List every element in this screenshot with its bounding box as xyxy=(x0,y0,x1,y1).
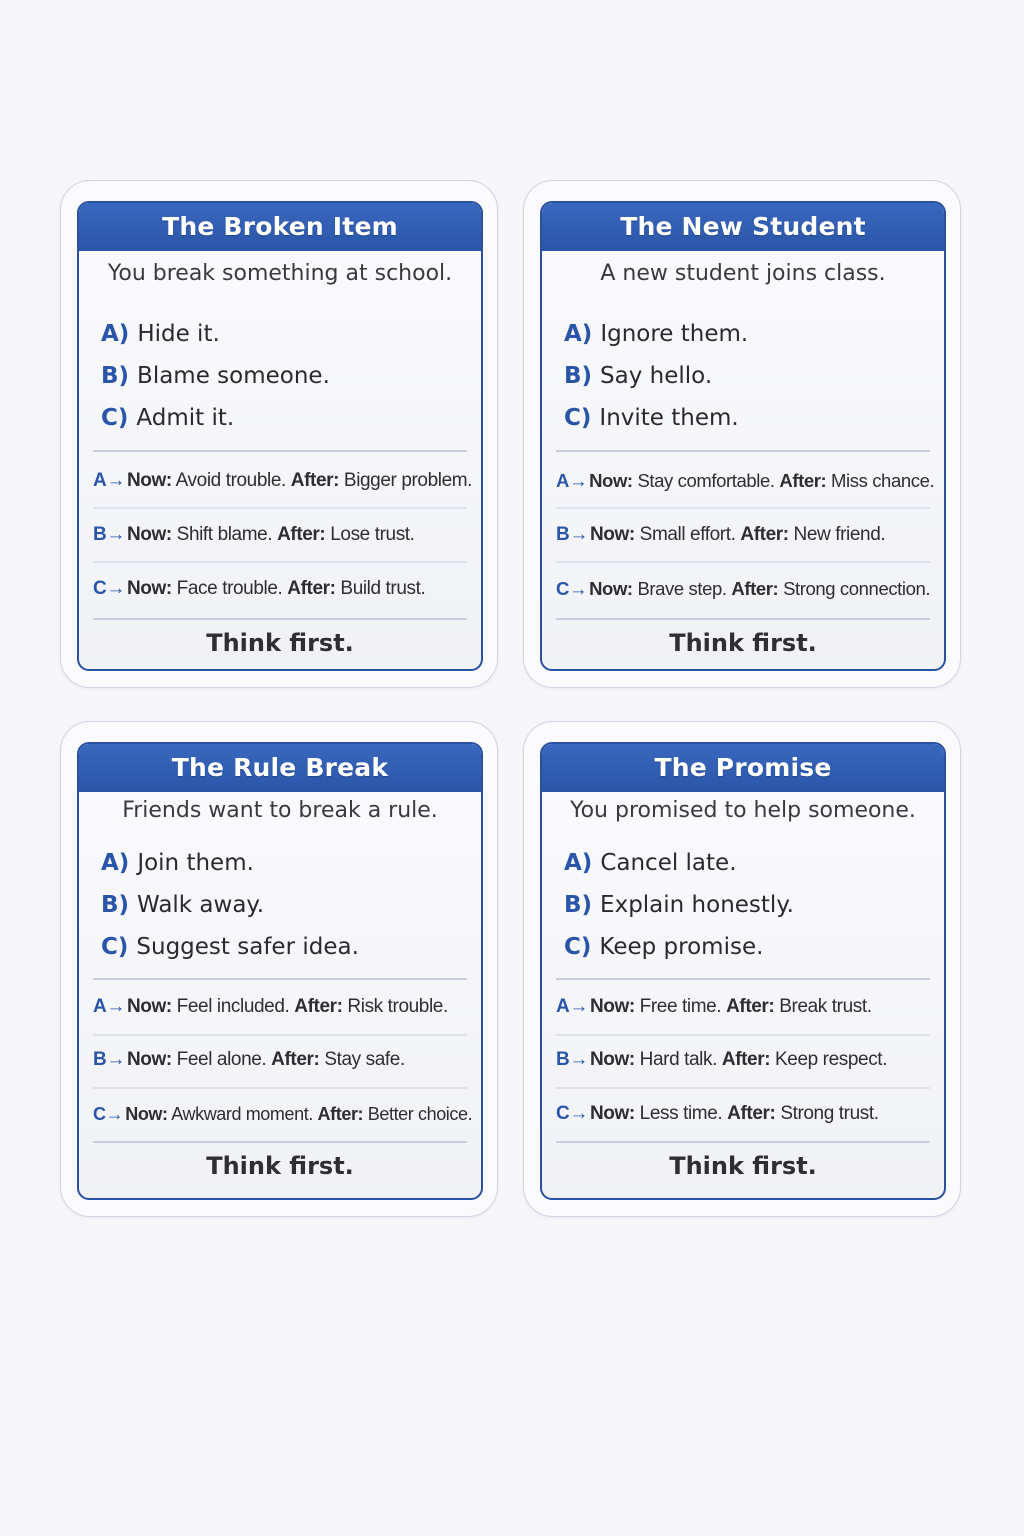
choice-text: Admit it. xyxy=(136,405,235,431)
divider xyxy=(93,1087,467,1089)
arrow-right-icon: → xyxy=(106,996,125,1017)
arrow-right-icon: → xyxy=(569,524,588,545)
card-title: The Promise xyxy=(542,744,944,792)
card-frame xyxy=(540,742,946,1200)
arrow-right-icon: → xyxy=(106,524,125,545)
outcome-key: C xyxy=(93,578,107,599)
choice-c xyxy=(101,397,330,439)
outcome-key: A xyxy=(93,996,107,1017)
arrow-right-icon: → xyxy=(105,1104,124,1124)
outcome-key: B xyxy=(556,524,570,545)
divider xyxy=(556,1087,930,1089)
now-label: Now: xyxy=(126,578,172,599)
choice-letter: B) xyxy=(564,892,593,918)
outcome-key: C xyxy=(556,578,569,599)
choice-letter: A) xyxy=(564,850,593,876)
card-prompt: Friends want to break a rule. xyxy=(122,798,438,823)
divider xyxy=(556,1034,930,1036)
now-label: Now: xyxy=(589,470,633,491)
card-promise xyxy=(523,721,961,1217)
now-text: Feel alone. xyxy=(176,1049,267,1070)
outcome-key: B xyxy=(556,1049,570,1070)
choice-list xyxy=(564,313,748,439)
after-label: After: xyxy=(287,578,336,599)
after-label: After: xyxy=(726,996,775,1017)
after-text: New friend. xyxy=(793,524,886,545)
outcome-c xyxy=(556,569,940,609)
card-title: The New Student xyxy=(542,203,944,251)
now-label: Now: xyxy=(589,1103,635,1124)
choice-text: Explain honestly. xyxy=(600,892,794,918)
outcome-b xyxy=(556,1040,940,1080)
choice-letter: A) xyxy=(564,321,593,347)
after-text: Keep respect. xyxy=(775,1049,888,1070)
now-text: Face trouble. xyxy=(176,578,283,599)
choice-c xyxy=(101,926,359,968)
card-prompt: You break something at school. xyxy=(107,261,453,286)
arrow-right-icon: → xyxy=(106,578,125,599)
after-label: After: xyxy=(277,524,326,545)
now-text: Hard talk. xyxy=(639,1049,717,1070)
after-label: After: xyxy=(779,470,827,491)
after-text: Stay safe. xyxy=(324,1049,405,1070)
arrow-right-icon: → xyxy=(106,1049,125,1070)
after-text: Strong trust. xyxy=(780,1103,879,1124)
choice-letter: C) xyxy=(101,405,129,431)
now-label: Now: xyxy=(126,1049,172,1070)
card-title: The Rule Break xyxy=(79,744,481,792)
choice-text: Say hello. xyxy=(600,363,713,389)
now-label: Now: xyxy=(589,524,635,545)
card-frame xyxy=(77,201,483,671)
arrow-right-icon: → xyxy=(568,578,588,599)
now-text: Brave step. xyxy=(637,578,727,599)
outcome-key: A xyxy=(556,470,569,491)
after-text: Break trust. xyxy=(779,996,872,1017)
outcome-b xyxy=(556,515,940,555)
choice-letter: C) xyxy=(101,934,129,960)
now-label: Now: xyxy=(126,470,172,491)
choice-letter: B) xyxy=(101,363,130,389)
choice-text: Keep promise. xyxy=(599,934,764,960)
card-prompt: You promised to help someone. xyxy=(570,798,916,823)
divider xyxy=(556,561,930,563)
divider xyxy=(93,450,467,452)
divider xyxy=(93,561,467,563)
after-label: After: xyxy=(721,1049,771,1070)
divider xyxy=(93,1141,467,1143)
outcome-a xyxy=(93,461,477,501)
arrow-right-icon: → xyxy=(569,996,588,1017)
now-text: Free time. xyxy=(639,996,722,1017)
choice-letter: C) xyxy=(564,405,592,431)
choice-text: Hide it. xyxy=(137,321,220,347)
outcome-key: C xyxy=(93,1104,106,1124)
after-label: After: xyxy=(271,1049,320,1070)
card-title: The Broken Item xyxy=(79,203,481,251)
divider xyxy=(93,507,467,509)
arrow-right-icon: → xyxy=(569,1049,588,1070)
outcome-key: A xyxy=(556,996,570,1017)
choice-text: Suggest safer idea. xyxy=(136,934,359,960)
choice-letter: B) xyxy=(101,892,130,918)
now-text: Less time. xyxy=(639,1103,723,1124)
after-text: Bigger problem. xyxy=(343,470,473,491)
choice-list xyxy=(101,842,359,968)
arrow-right-icon: → xyxy=(106,470,125,491)
choice-list xyxy=(101,313,330,439)
divider xyxy=(93,618,467,620)
now-text: Awkward moment. xyxy=(171,1104,313,1124)
choice-letter: B) xyxy=(564,363,593,389)
choice-b xyxy=(101,884,359,926)
card-frame xyxy=(540,201,946,671)
now-label: Now: xyxy=(589,996,635,1017)
divider xyxy=(93,1034,467,1036)
outcome-b xyxy=(93,515,477,555)
after-text: Lose trust. xyxy=(330,524,415,545)
after-text: Better choice. xyxy=(367,1104,473,1124)
card-footer: Think first. xyxy=(206,629,354,657)
now-text: Shift blame. xyxy=(176,524,273,545)
now-label: Now: xyxy=(589,1049,635,1070)
after-label: After: xyxy=(290,470,340,491)
choice-text: Cancel late. xyxy=(600,850,737,876)
outcome-key: A xyxy=(93,470,107,491)
outcome-key: B xyxy=(93,524,107,545)
after-text: Miss chance. xyxy=(831,470,935,491)
now-text: Small effort. xyxy=(639,524,736,545)
card-rule-break xyxy=(60,721,498,1217)
choice-letter: A) xyxy=(101,321,130,347)
choice-list xyxy=(564,842,794,968)
now-text: Feel included. xyxy=(176,996,290,1017)
now-label: Now: xyxy=(589,578,633,599)
choice-a xyxy=(101,842,359,884)
choice-a xyxy=(564,842,794,884)
divider xyxy=(556,450,930,452)
choice-b xyxy=(564,884,794,926)
card-footer: Think first. xyxy=(206,1152,354,1180)
choice-text: Blame someone. xyxy=(137,363,330,389)
arrow-right-icon: → xyxy=(568,470,588,491)
after-label: After: xyxy=(731,578,779,599)
after-text: Risk trouble. xyxy=(347,996,448,1017)
card-prompt: A new student joins class. xyxy=(600,261,886,286)
outcome-c xyxy=(556,1094,940,1134)
outcome-a xyxy=(556,987,940,1027)
card-footer: Think first. xyxy=(669,1152,817,1180)
card-frame xyxy=(77,742,483,1200)
choice-c xyxy=(564,926,794,968)
now-label: Now: xyxy=(125,1104,168,1124)
arrow-right-icon: → xyxy=(569,1103,588,1124)
choice-b xyxy=(101,355,330,397)
card-new-student xyxy=(523,180,961,688)
card-broken-item xyxy=(60,180,498,688)
divider xyxy=(556,507,930,509)
divider xyxy=(556,1141,930,1143)
choice-letter: C) xyxy=(564,934,592,960)
outcome-c xyxy=(93,569,477,609)
after-label: After: xyxy=(317,1104,364,1124)
divider xyxy=(93,978,467,980)
choice-b xyxy=(564,355,748,397)
divider xyxy=(556,618,930,620)
now-label: Now: xyxy=(126,524,172,545)
after-label: After: xyxy=(294,996,343,1017)
outcome-a xyxy=(93,987,477,1027)
after-text: Strong connection. xyxy=(783,578,931,599)
card-footer: Think first. xyxy=(669,629,817,657)
divider xyxy=(556,978,930,980)
choice-text: Ignore them. xyxy=(600,321,749,347)
outcome-a xyxy=(556,461,940,501)
choice-a xyxy=(564,313,748,355)
after-label: After: xyxy=(727,1103,776,1124)
choice-text: Walk away. xyxy=(137,892,265,918)
now-label: Now: xyxy=(126,996,172,1017)
choice-text: Join them. xyxy=(137,850,254,876)
outcome-key: B xyxy=(93,1049,107,1070)
outcome-b xyxy=(93,1040,477,1080)
outcome-c xyxy=(93,1094,477,1134)
now-text: Avoid trouble. xyxy=(175,470,286,491)
after-label: After: xyxy=(740,524,789,545)
after-text: Build trust. xyxy=(340,578,426,599)
choice-letter: A) xyxy=(101,850,130,876)
choice-a xyxy=(101,313,330,355)
choice-text: Invite them. xyxy=(599,405,739,431)
choice-c xyxy=(564,397,748,439)
outcome-key: C xyxy=(556,1103,570,1124)
now-text: Stay comfortable. xyxy=(637,470,775,491)
